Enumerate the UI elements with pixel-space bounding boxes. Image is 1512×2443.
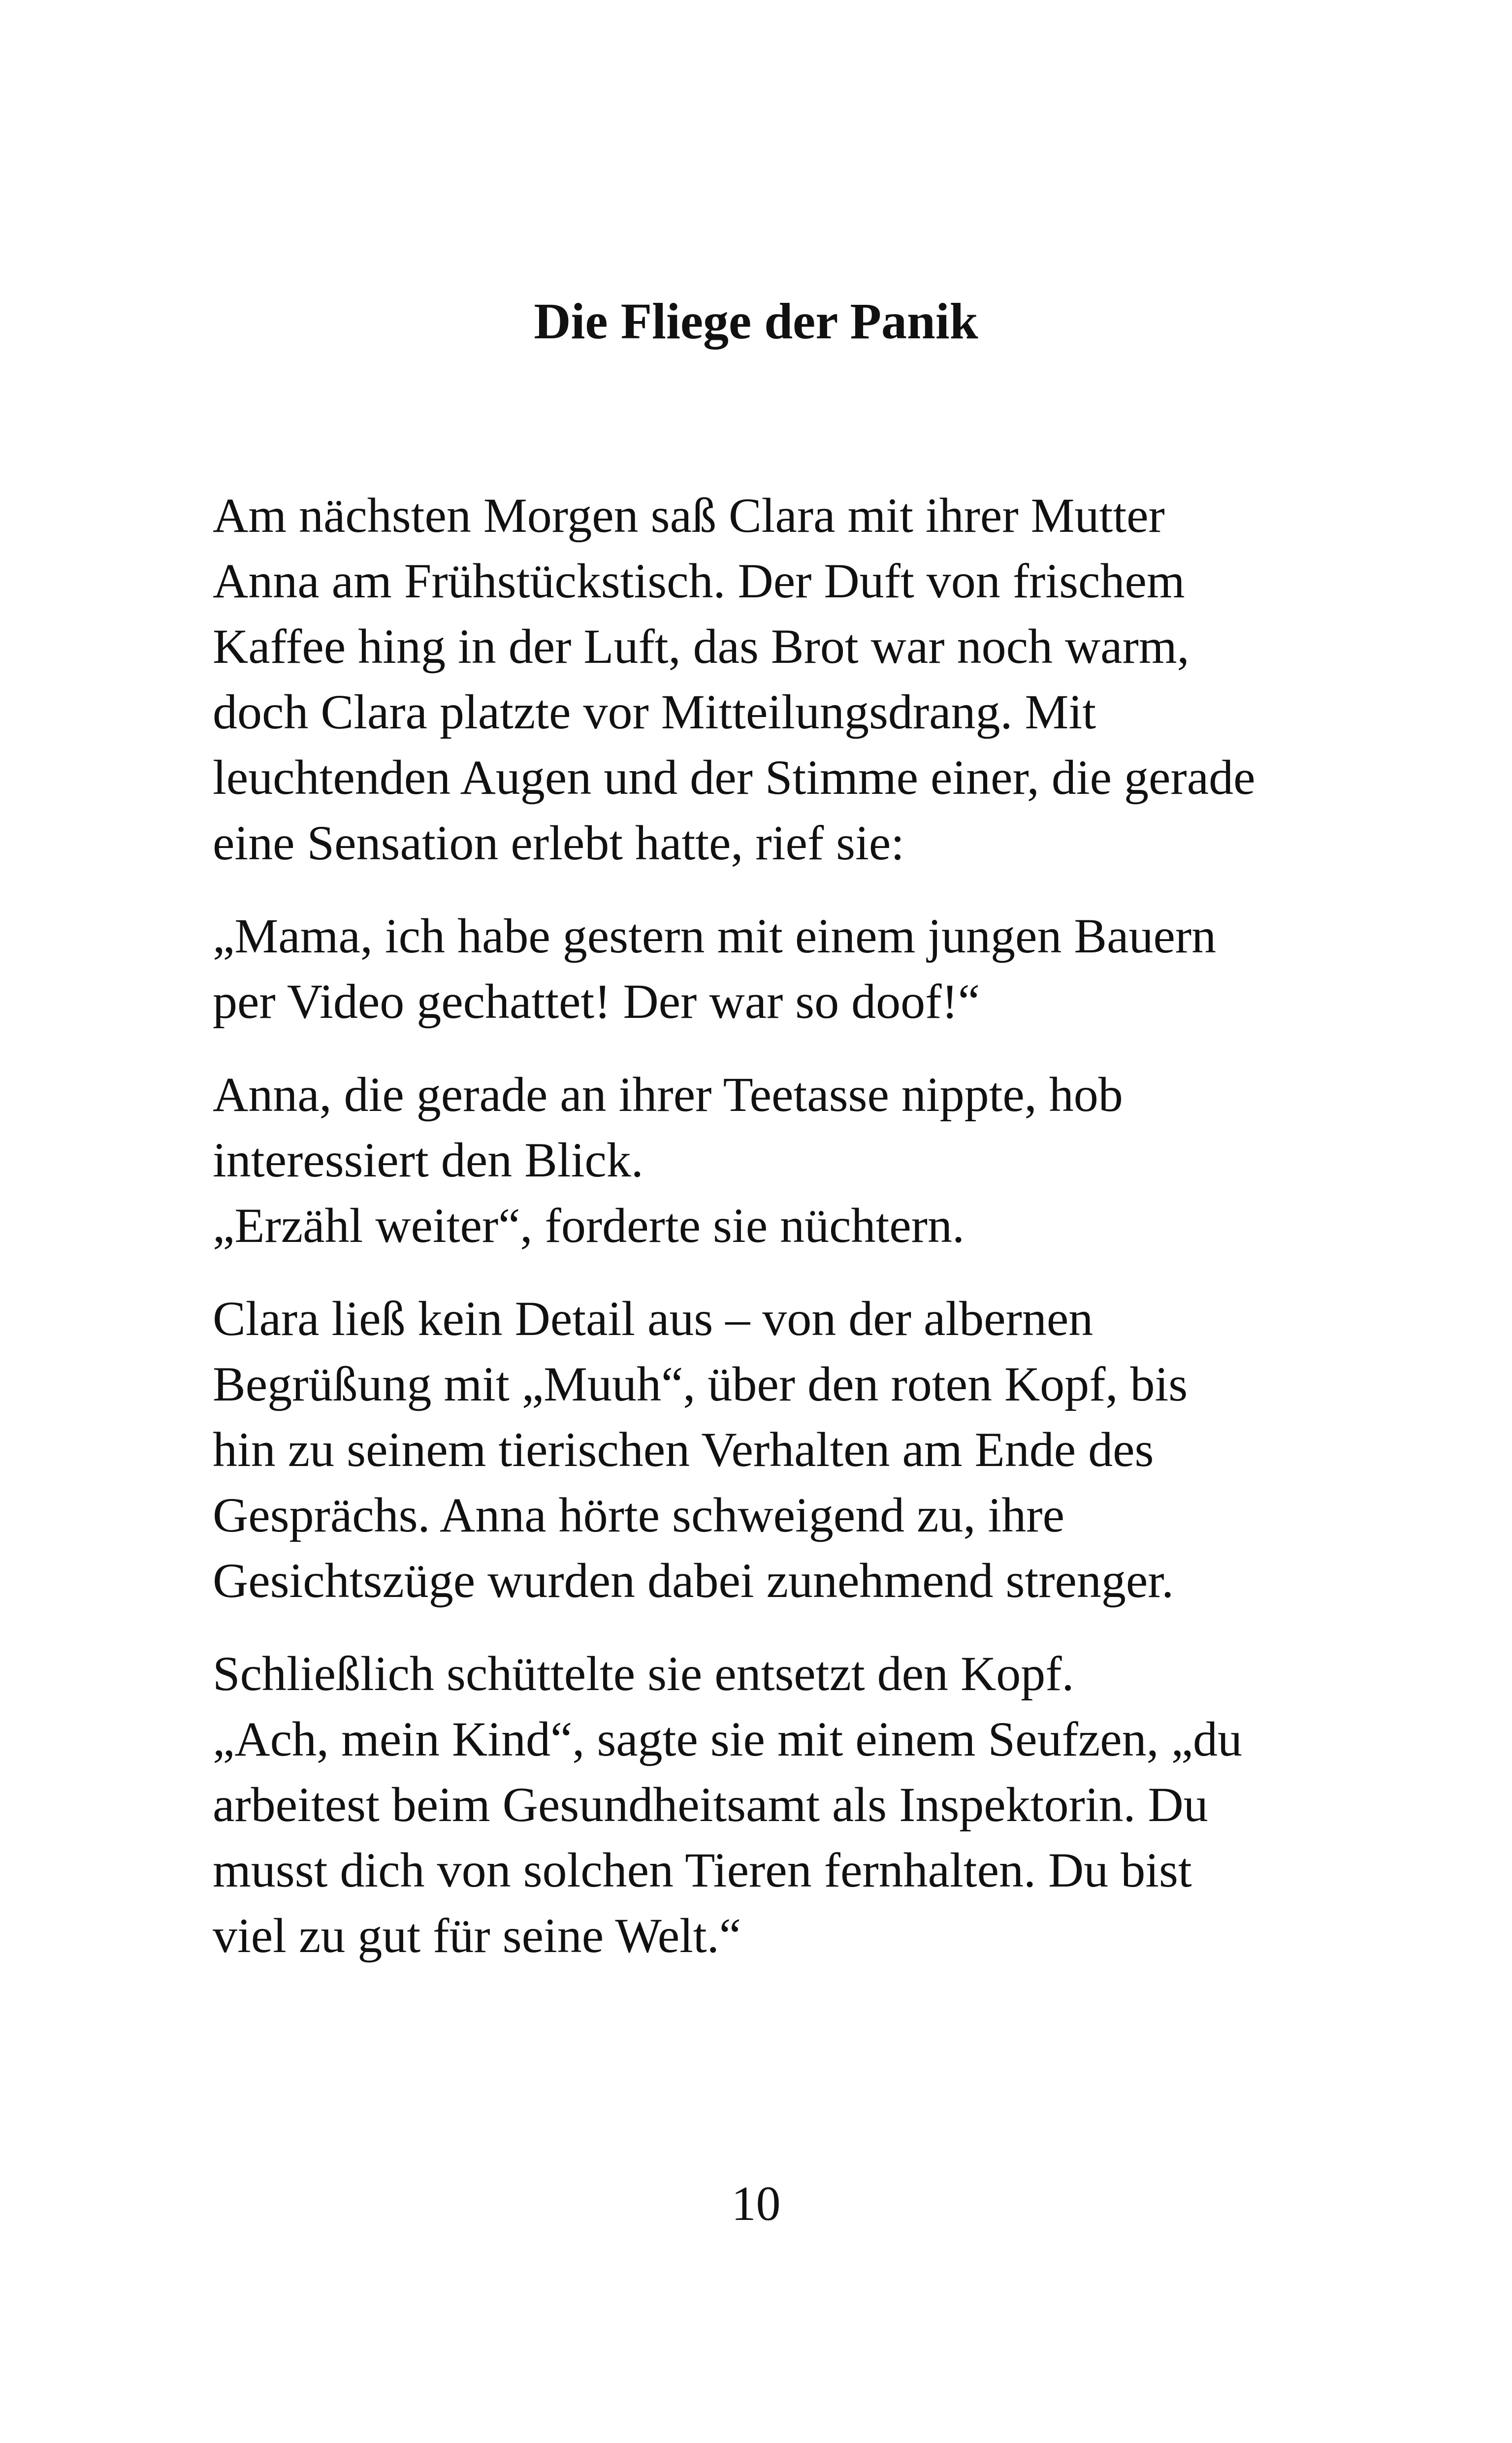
page-number: 10 (731, 2176, 781, 2231)
text-line: arbeitest beim Gesundheitsamt als Inspektorin. Du (213, 1777, 1208, 1832)
text-line: Kaffee hing in der Luft, das Brot war noch warm, (213, 619, 1190, 674)
paragraph (213, 903, 1320, 1034)
paragraph (213, 1641, 1320, 1968)
text-line: doch Clara platzte vor Mitteilungsdrang. Mit (213, 684, 1096, 739)
text-line: Clara ließ kein Detail aus – von der albernen (213, 1291, 1094, 1346)
text-line: Anna am Frühstückstisch. Der Duft von frischem (213, 554, 1185, 608)
text-line: Schließlich schüttelte sie entsetzt den Kopf. (213, 1646, 1074, 1701)
text-line: Gesprächs. Anna hörte schweigend zu, ihre (213, 1488, 1064, 1542)
text-line: leuchtenden Augen und der Stimme einer, die gerade (213, 750, 1255, 805)
chapter-text (213, 483, 1320, 1996)
text-line: „Erzähl weiter“, forderte sie nüchtern. (213, 1198, 965, 1253)
text-line: „Mama, ich habe gestern mit einem jungen Bauern (213, 909, 1217, 963)
paragraph (213, 1286, 1320, 1613)
text-line: Anna, die gerade an ihrer Teetasse nippte, hob (213, 1067, 1123, 1122)
paragraph (213, 1062, 1320, 1258)
text-line: „Ach, mein Kind“, sagte sie mit einem Seufzen, „du (213, 1712, 1243, 1766)
text-line: Begrüßung mit „Muuh“, über den roten Kopf, bis (213, 1357, 1188, 1411)
text-line: hin zu seinem tierischen Verhalten am Ende des (213, 1422, 1154, 1477)
text-line: interessiert den Blick. (213, 1133, 643, 1187)
text-line: viel zu gut für seine Welt.“ (213, 1908, 741, 1963)
text-line: eine Sensation erlebt hatte, rief sie: (213, 815, 905, 870)
text-line: per Video gechattet! Der war so doof!“ (213, 974, 980, 1029)
text-line: Gesichtszüge wurden dabei zunehmend strenger. (213, 1553, 1174, 1608)
paragraph (213, 483, 1320, 876)
text-line: musst dich von solchen Tieren fernhalten. Du bist (213, 1843, 1192, 1897)
text-line: Am nächsten Morgen saß Clara mit ihrer Mutter (213, 488, 1165, 543)
chapter-title: Die Fliege der Panik (534, 293, 978, 350)
